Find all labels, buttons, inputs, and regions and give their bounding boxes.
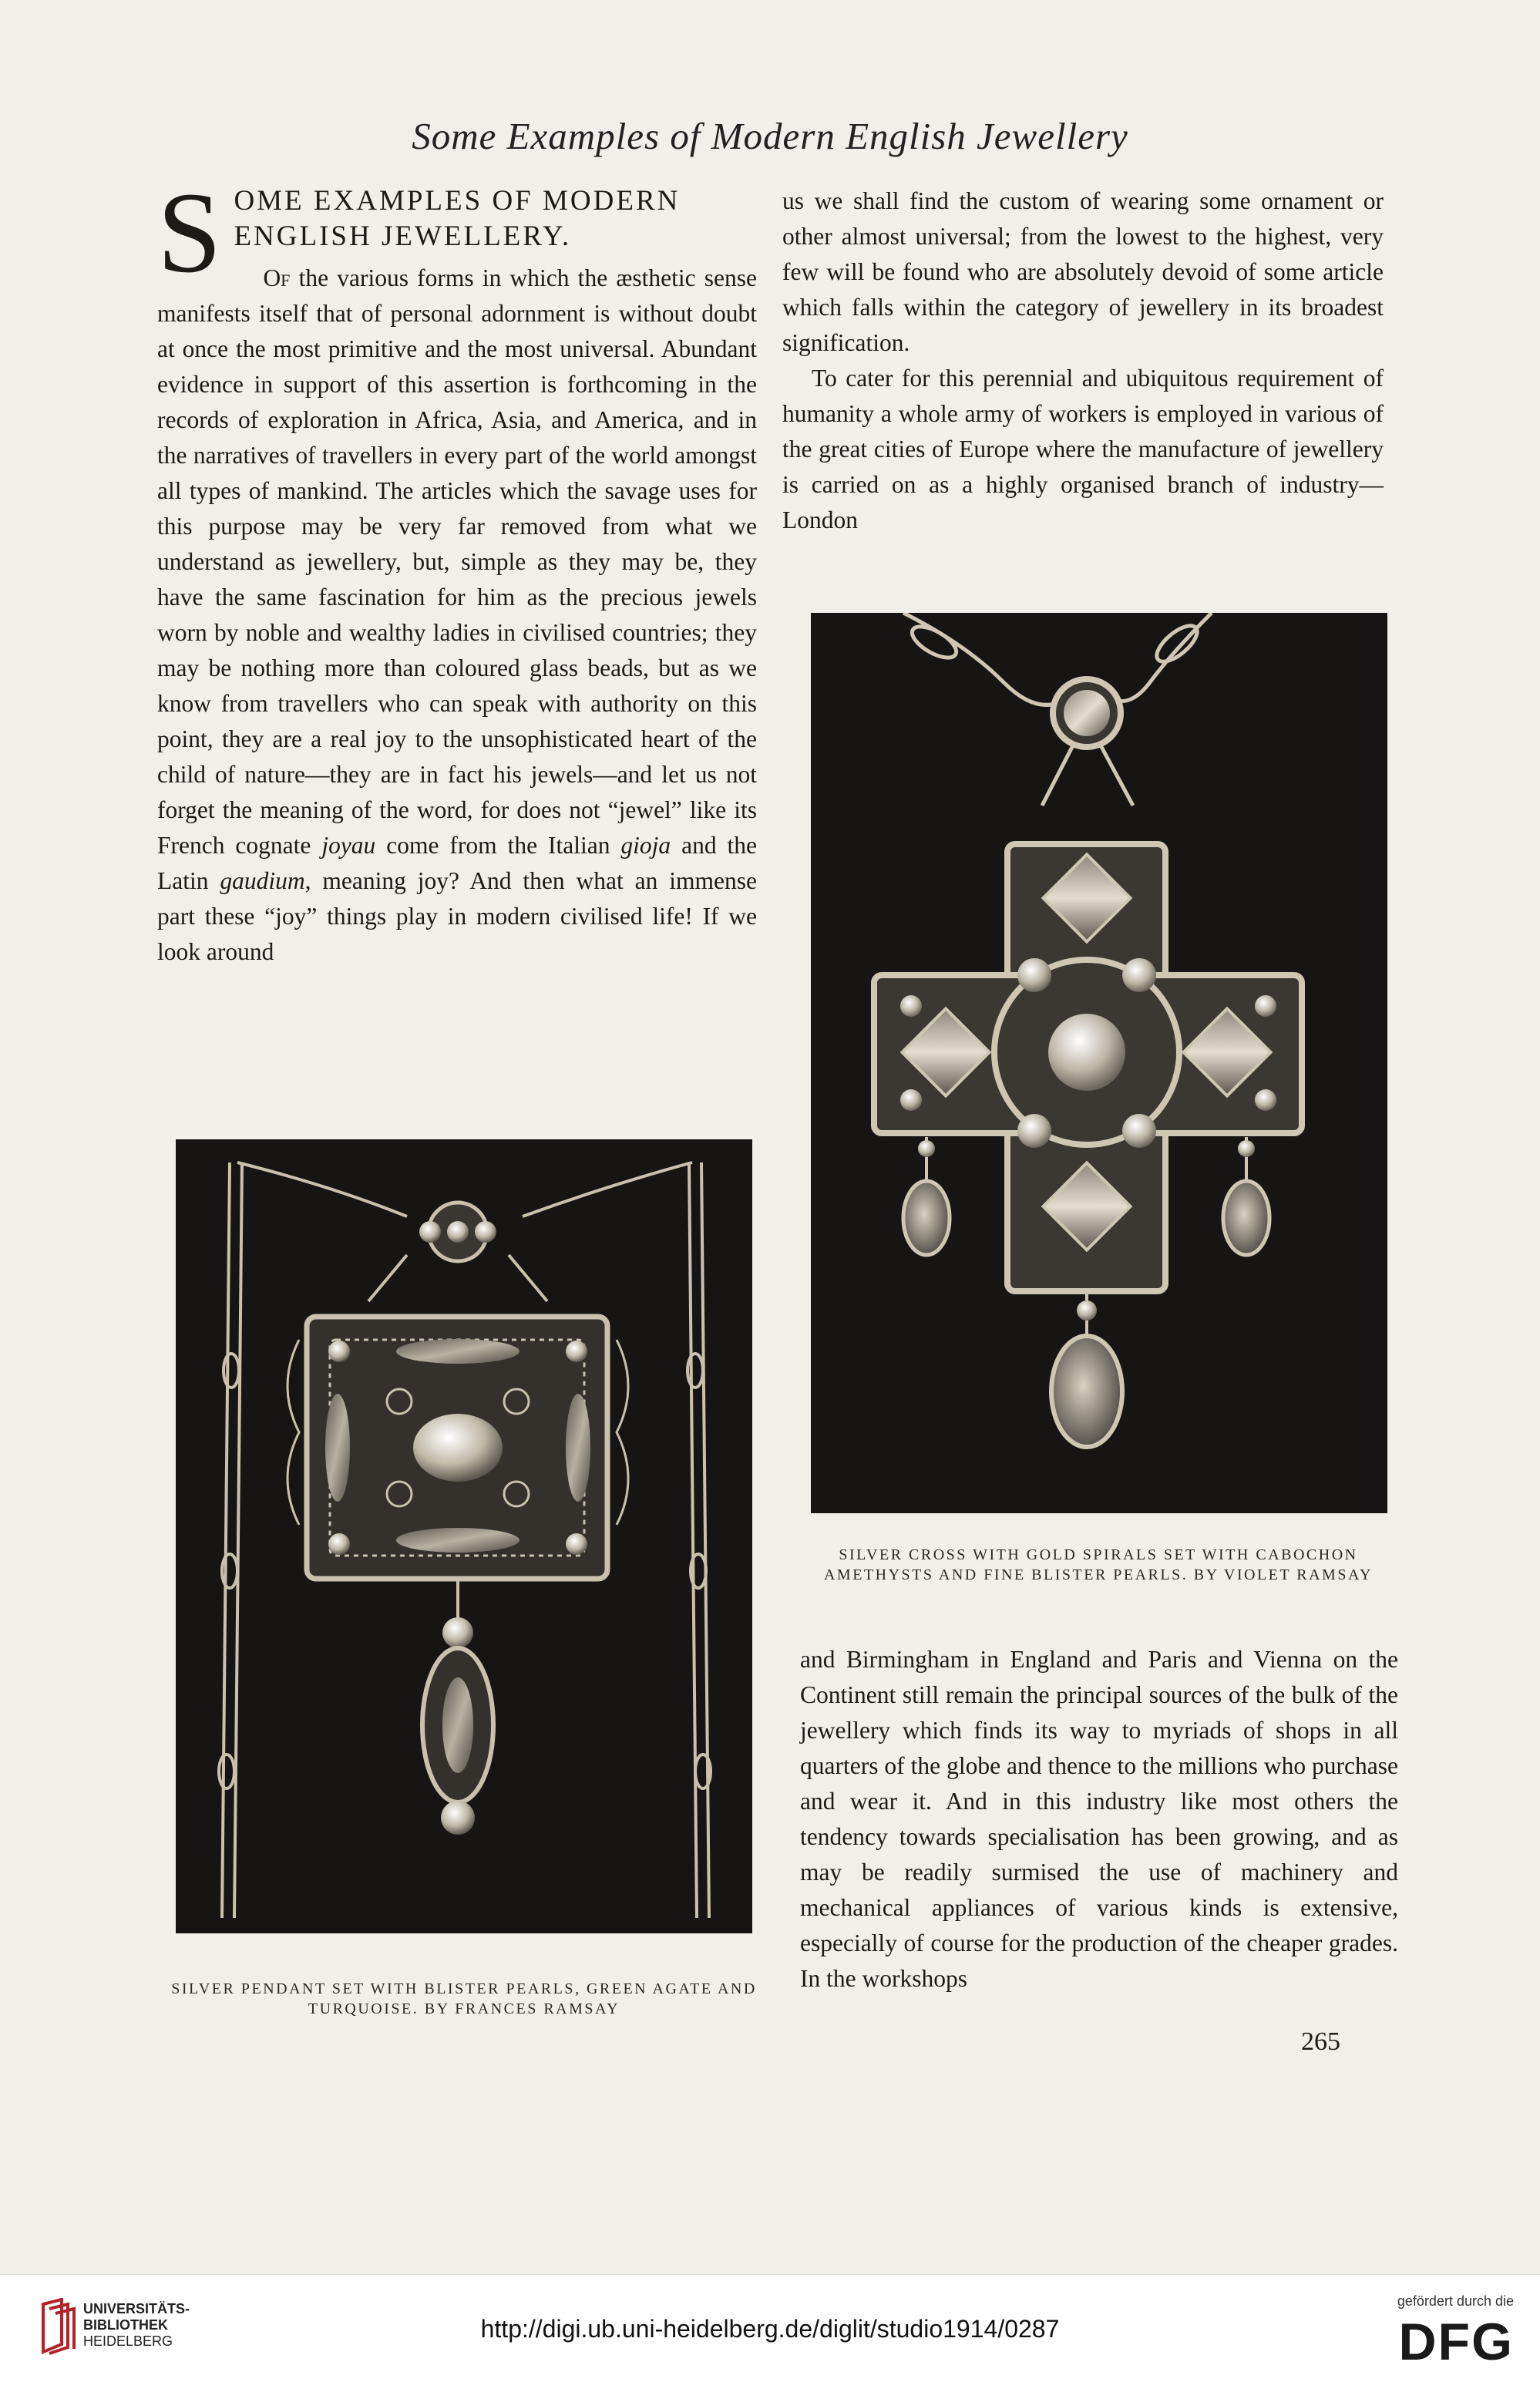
source-url[interactable]: http://digi.ub.uni-heidelberg.de/diglit/studio1914/0287 — [480, 2315, 1060, 2343]
digitization-footer — [0, 2274, 1540, 2382]
pendant-jewel-illustration — [176, 1139, 752, 1933]
funding-note: gefördert durch die — [1397, 2293, 1514, 2309]
left-column — [157, 169, 758, 970]
article-heading — [157, 183, 757, 254]
paragraph-1-mid2: and the Latin — [157, 832, 758, 894]
pendant-caption: SILVER PENDANT SET WITH BLISTER PEARLS, GREEN AGATE AND TURQUOISE. BY FRANCES RAMSAY — [171, 1980, 757, 2017]
library-name-line3: HEIDELBERG — [83, 2333, 173, 2349]
paragraph-3: To cater for this perennial and ubiquitous requirement of humanity a whole army of workers is employed in various of the great cities of Europe where the manufacture of jewellery is carried on as a highly organised branch of industry—London — [782, 365, 1384, 533]
cross-caption: SILVER CROSS WITH GOLD SPIRALS SET WITH CABOCHON AMETHYSTS AND FINE BLISTER PEARLS. BY VIOLET RAMSAY — [823, 1546, 1373, 1583]
dfg-logo: DFG — [1398, 2313, 1514, 2371]
article-heading-line2: ENGLISH JEWELLERY. — [234, 220, 572, 252]
library-name-line1: UNIVERSITÄTS- — [83, 2301, 190, 2316]
cross-jewel-illustration — [811, 613, 1387, 1513]
word-joyau: joyau — [321, 832, 376, 859]
article-heading-line1: OME EXAMPLES OF MODERN — [234, 185, 681, 217]
article-heading-block — [157, 169, 758, 970]
page-number: 265 — [1301, 2027, 1340, 2056]
library-name-line2: BIBLIOTHEK — [83, 2317, 168, 2333]
paragraph-1-lead: Of — [263, 264, 291, 291]
paragraph-1-mid1: come from the Italian — [375, 832, 621, 859]
word-gioja: gioja — [620, 832, 671, 859]
cross-photograph — [811, 613, 1387, 1513]
paragraph-1-end: , meaning joy? And then what an immense part these “joy” things play in modern civilised life! If we look around — [157, 867, 757, 965]
paragraph-4: and Birmingham in England and Paris and Vienna on the Continent still remain the principal sources of the bulk of the jewellery which finds its way to myriads of shops in all quarters of the globe and thence to the millions who purchase and wear it. And in this industry like most others the tendency towards specialisation has been growing, and as may be readily surmised the use of machinery and mechanical appliances of various kinds is extensive, especially of course for the production of the cheaper grades. In the workshops — [800, 1646, 1398, 1992]
drop-cap: S — [157, 169, 222, 297]
running-head: Some Examples of Modern English Jewellery — [412, 115, 1128, 157]
paragraph-1 — [157, 261, 757, 970]
word-gaudium: gaudium — [220, 867, 305, 894]
right-column-bottom — [800, 1642, 1398, 1997]
pendant-photograph — [176, 1139, 752, 1933]
right-column-top — [782, 183, 1384, 538]
paragraph-1-text: the various forms in which the æsthetic sense manifests itself that of personal adornment is without doubt at once the most primitive and the most universal. Abundant evidence in support of this assertion is forthcoming in the records of exploration in Africa, Asia, and America, and in the narratives of travellers in every part of the world amongst all types of mankind. The articles which the savage uses for this purpose may be very far removed from what we understand as jewellery, but, simple as they may be, they have the same fascination for him as the precious jewels worn by noble and wealthy ladies in civilised countries; they may be nothing more than coloured glass beads, but as we know from travellers who can speak with authority on this point, they are a real joy to the unsophisticated heart of the child of nature—they are in fact his jewels—and let us not forget the meaning of the word, for does not “jewel” like its French cognate — [157, 264, 757, 859]
paragraph-2: us we shall find the custom of wearing some ornament or other almost universal; from the lowest to the highest, very few will be found who are absolutely devoid of some article which falls within the category of jewellery in its broadest signification. — [782, 187, 1384, 356]
